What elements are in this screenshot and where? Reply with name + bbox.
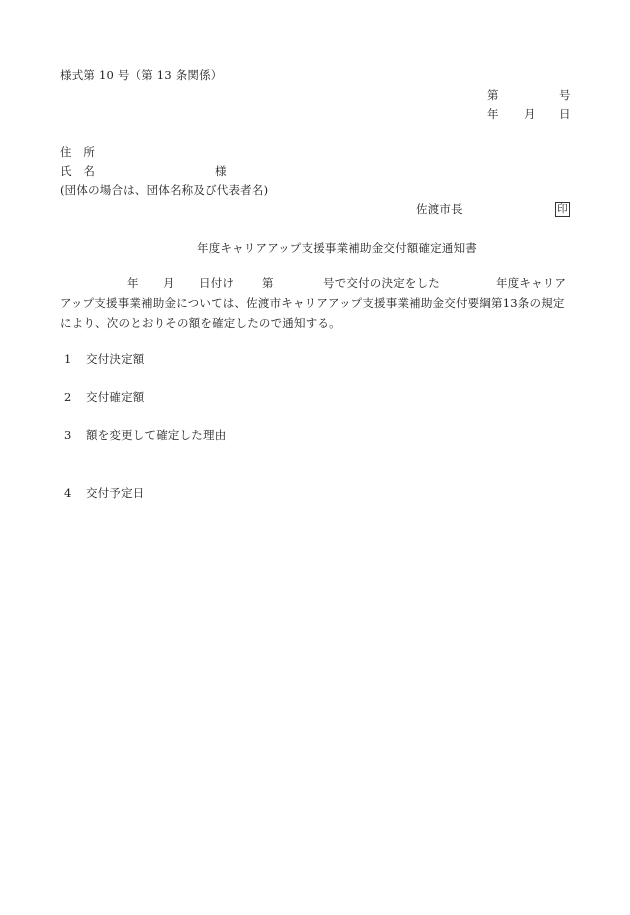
item-2-label: 交付確定額 — [86, 390, 145, 404]
body-line-3: により、次のとおりその額を確定したので通知する。 — [60, 316, 341, 330]
body-month: 月 — [163, 276, 175, 290]
item-1-label: 交付決定額 — [86, 352, 145, 366]
date-month: 月 — [524, 107, 536, 121]
item-3-number: 3 — [64, 428, 72, 442]
body-decision-text: 号で交付の決定をした — [323, 276, 440, 290]
name-label: 氏 名 — [60, 164, 96, 178]
body-year: 年 — [127, 276, 139, 290]
body-no-prefix: 第 — [262, 276, 274, 290]
honorific: 様 — [215, 164, 227, 178]
document-title: 年度キャリアアップ支援事業補助金交付額確定通知書 — [197, 241, 477, 255]
item-4-label: 交付予定日 — [86, 486, 145, 500]
address-label: 住 所 — [60, 145, 96, 159]
item-2-number: 2 — [64, 390, 72, 404]
sender-title: 佐渡市長 — [416, 202, 463, 216]
organization-note: (団体の場合は、団体名称及び代表者名) — [60, 183, 269, 197]
body-fiscal-year-tail: 年度キャリア — [496, 276, 567, 290]
item-1-number: 1 — [64, 352, 72, 366]
body-date-suffix: 日付け — [199, 276, 235, 290]
date-day: 日 — [559, 107, 571, 121]
body-line-2: アップ支援事業補助金については、佐渡市キャリアアップ支援事業補助金交付要綱第13条の規定 — [60, 296, 565, 310]
seal-mark: 印 — [555, 202, 570, 217]
seal-box — [555, 201, 570, 217]
issue-no-suffix: 号 — [559, 88, 571, 102]
item-4-number: 4 — [64, 486, 72, 500]
item-3-label: 額を変更して確定した理由 — [86, 428, 227, 442]
form-number: 様式第 10 号（第 13 条関係） — [60, 68, 223, 82]
issue-no-prefix: 第 — [487, 88, 499, 102]
date-year: 年 — [487, 107, 499, 121]
